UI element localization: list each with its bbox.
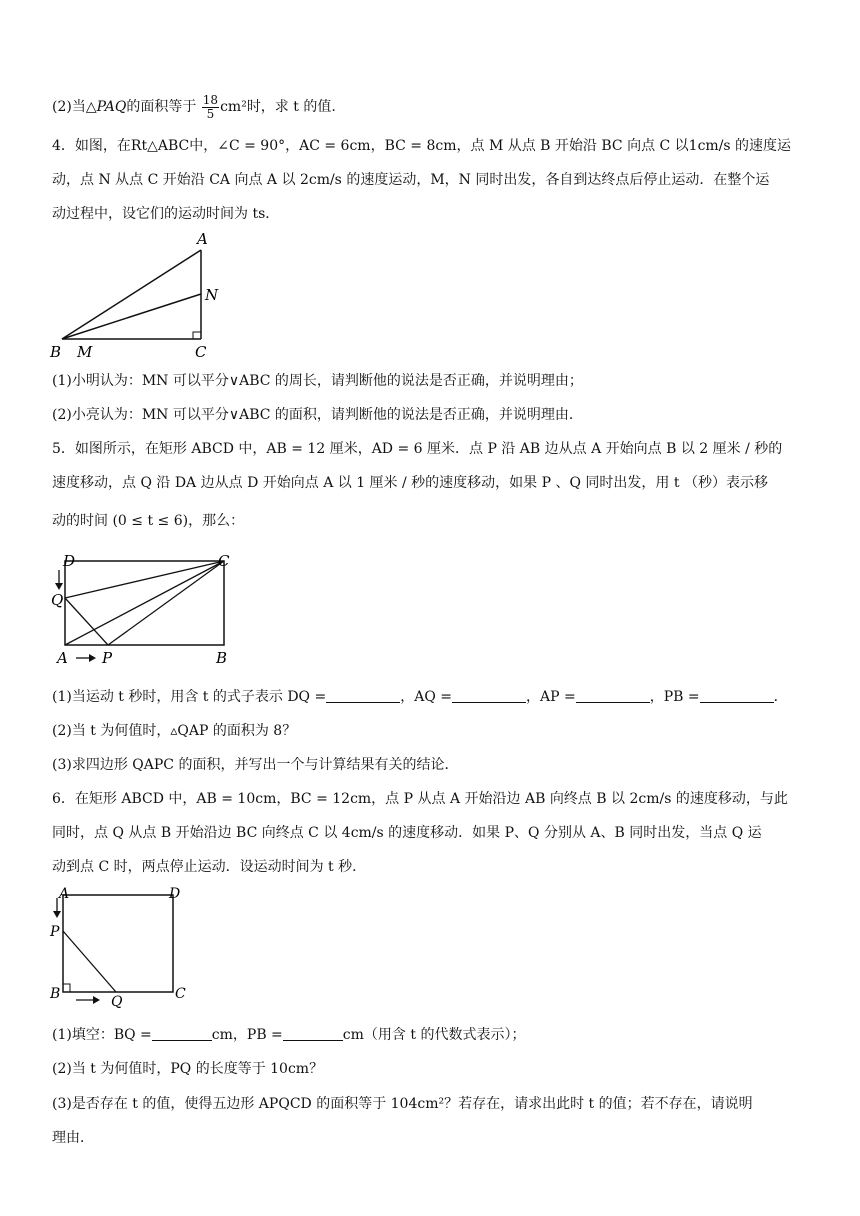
- label-D: D: [169, 886, 181, 902]
- q4-triangle-figure: [44, 228, 234, 364]
- q6-line3: 动到点 C 时，两点停止运动．设运动时间为 t 秒．: [52, 859, 367, 875]
- q6-line1: 6．在矩形 ABCD 中，AB = 10cm，BC = 12cm，点 P 从点 A 开始沿边 AB 向终点 B 以 2cm/s 的速度移动，与此: [52, 791, 788, 807]
- label-M: M: [77, 343, 93, 361]
- label-P: P: [102, 649, 113, 667]
- label-N: N: [205, 286, 219, 304]
- q5-part2: (2)当 t 为何值时，▵QAP 的面积为 8？: [52, 723, 297, 739]
- q4-part1: (1)小明认为：MN 可以平分∨ABC 的周长，请判断他的说法是否正确，并说明理由；: [52, 373, 583, 389]
- answer-blank: [576, 688, 650, 703]
- label-B: B: [50, 986, 61, 1002]
- q4-line2: 动，点 N 从点 C 开始沿 CA 向点 A 以 2cm/s 的速度运动，M，N 同时出发，各自到达终点后停止运动．在整个运: [52, 172, 770, 188]
- q4-line3: 动过程中，设它们的运动时间为 ts．: [52, 206, 280, 222]
- label-A: A: [197, 230, 208, 248]
- label-A: A: [59, 886, 70, 902]
- label-B: B: [216, 649, 228, 667]
- q6-part2: (2)当 t 为何值时，PQ 的长度等于 10cm？: [52, 1061, 324, 1077]
- answer-blank: [326, 688, 400, 703]
- q3-part2: (2)当△PAQ的面积等于 $\frac{18}{5}$ cm²时，求 t 的值.: [52, 92, 336, 121]
- fraction: $\frac{18}{5}$: [202, 92, 219, 121]
- q6-part3a: (3)是否存在 t 的值，使得五边形 APQCD 的面积等于 104cm²？若存在，请求出此时 t 的值；若不存在，请说明: [52, 1096, 753, 1112]
- q6-line2: 同时，点 Q 从点 B 开始沿边 BC 向终点 C 以 4cm/s 的速度移动．如果 P、Q 分别从 A、B 同时出发，当点 Q 运: [52, 825, 762, 841]
- q5-line2: 速度移动，点 Q 沿 DA 边从点 D 开始向点 A 以 1 厘米 / 秒的速度移动，如果 P 、Q 同时出发，用 t （秒）表示移: [52, 475, 768, 491]
- q6-part1: (1)填空：BQ = cm，PB = cm（用含 t 的代数式表示）；: [52, 1027, 526, 1043]
- q4-line1: 4．如图，在Rt△ABC中，∠C = 90°，AC = 6cm，BC = 8cm，点 M 从点 B 开始沿 BC 向点 C 以1cm/s 的速度运: [52, 138, 792, 154]
- q5-line3: 动的时间 (0 ≤ t ≤ 6)，那么：: [52, 513, 245, 529]
- q5-line1: 5．如图所示，在矩形 ABCD 中，AB = 12 厘米，AD = 6 厘米．点 P 沿 AB 边从点 A 开始向点 B 以 2 厘米 / 秒的: [52, 441, 783, 457]
- label-A: A: [57, 649, 68, 667]
- q5-part3: (3)求四边形 QAPC 的面积，并写出一个与计算结果有关的结论．: [52, 757, 459, 773]
- answer-blank: [452, 688, 526, 703]
- q6-rectangle-figure: [44, 884, 204, 1012]
- label-D: D: [63, 552, 76, 570]
- label-Q: Q: [111, 994, 123, 1010]
- label-C: C: [218, 552, 230, 570]
- answer-blank: [283, 1026, 343, 1041]
- label-B: B: [50, 343, 62, 361]
- answer-blank: [152, 1026, 212, 1041]
- q5-part1: (1)当运动 t 秒时，用含 t 的式子表示 DQ = ，AQ = ，AP = ，PB = ．: [52, 689, 788, 705]
- label-P: P: [50, 924, 60, 940]
- label-C: C: [195, 343, 207, 361]
- answer-blank: [700, 688, 774, 703]
- q4-part2: (2)小亮认为：MN 可以平分∨ABC 的面积，请判断他的说法是否正确，并说明理由．: [52, 407, 583, 423]
- label-C: C: [175, 986, 186, 1002]
- label-Q: Q: [51, 591, 64, 609]
- q5-rectangle-figure: [44, 550, 244, 670]
- q6-part3b: 理由．: [52, 1130, 94, 1146]
